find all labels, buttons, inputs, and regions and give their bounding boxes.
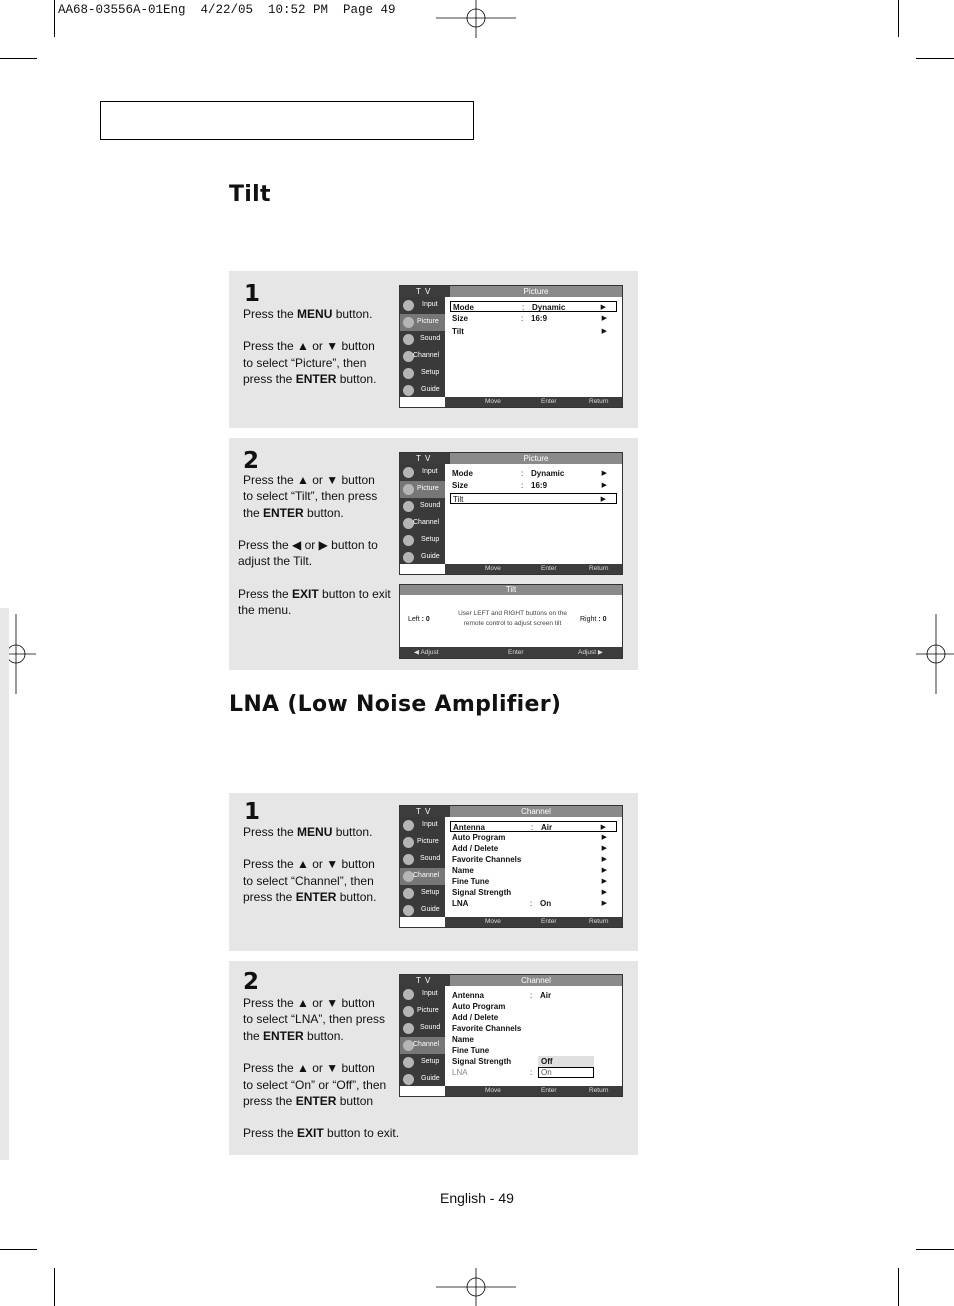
registration-mark-icon bbox=[436, 1268, 516, 1306]
picture-icon bbox=[403, 1006, 414, 1017]
osd-footer: Move Enter Return bbox=[445, 397, 622, 407]
page-number: English - 49 bbox=[440, 1190, 514, 1206]
tilt-dialog-title: Tilt bbox=[400, 585, 622, 595]
menu-row-signal[interactable]: Signal Strength bbox=[452, 1057, 512, 1066]
side-sound[interactable]: Sound bbox=[400, 1020, 445, 1037]
crop-mark bbox=[54, 1268, 55, 1306]
tilt-dialog-footer bbox=[400, 647, 622, 658]
tilt-step1-panel bbox=[229, 271, 638, 428]
osd-sidebar bbox=[400, 986, 445, 1086]
lna-step1-panel bbox=[229, 793, 638, 951]
menu-row-name[interactable]: Name bbox=[452, 1035, 474, 1044]
step-number: 2 bbox=[243, 969, 260, 995]
side-setup[interactable]: Setup bbox=[400, 532, 445, 549]
side-guide[interactable]: Guide bbox=[400, 549, 445, 566]
arrow-right-icon: ▶ bbox=[600, 304, 606, 311]
menu-row-size[interactable]: Size : 16:9 ▶ bbox=[452, 481, 607, 490]
adjust-left-button[interactable]: ◀ Adjust bbox=[414, 649, 439, 656]
osd-channel-menu: T V Channel Input Picture Sound Channel Setup Guide Antenna : Air Auto Program Add / Delete Favorite Channels Name Fine Tune Signal Strength LNA : Off On Move Enter Return bbox=[399, 974, 623, 1097]
crop-mark bbox=[0, 1249, 37, 1250]
tilt-right-label: Right : 0 bbox=[580, 616, 607, 623]
tilt-step2-panel bbox=[229, 438, 638, 670]
arrow-right-icon: ▶ bbox=[600, 496, 606, 503]
arrow-right-icon: ▶ bbox=[601, 878, 607, 885]
crop-mark bbox=[916, 1249, 954, 1250]
lna-option-on[interactable]: On bbox=[538, 1067, 594, 1078]
menu-row-lna[interactable]: LNA : bbox=[452, 1068, 533, 1077]
lna-step2-panel bbox=[229, 961, 638, 1155]
osd-title: Picture bbox=[450, 286, 622, 297]
arrow-right-icon: ▶ bbox=[601, 867, 607, 874]
side-picture[interactable]: Picture bbox=[400, 834, 445, 851]
step-instructions: Press the ◀ or ▶ button to adjust the Tilt. Press the EXIT button to exit the menu. bbox=[238, 538, 391, 618]
arrow-right-icon: ▶ bbox=[601, 834, 607, 841]
step-instructions: Press the MENU button. Press the ▲ or ▼ button to select “Picture”, then press the ENTER button. bbox=[243, 307, 377, 387]
arrow-right-icon: ▶ bbox=[601, 900, 607, 907]
osd-picture-menu: T V Picture Input Picture Sound Channel Setup Guide Mode : Dynamic ▶ Size : 16:9 ▶ Tilt ▶ Move Enter Return bbox=[399, 285, 623, 408]
menu-row-tilt[interactable]: Tilt ▶ bbox=[450, 493, 617, 504]
osd-title: Channel bbox=[450, 806, 622, 817]
menu-row-auto-program[interactable]: Auto Program bbox=[452, 1002, 506, 1011]
section-title-tilt: Tilt bbox=[229, 182, 271, 207]
side-setup[interactable]: Setup bbox=[400, 1054, 445, 1071]
menu-row-auto-program[interactable]: Auto Program ▶ bbox=[452, 833, 607, 842]
osd-sidebar bbox=[400, 817, 445, 917]
tilt-left-label: Left : 0 bbox=[408, 616, 430, 623]
setup-icon bbox=[403, 535, 414, 546]
menu-row-favorite[interactable]: Favorite Channels bbox=[452, 1024, 522, 1033]
menu-row-tilt[interactable]: Tilt ▶ bbox=[452, 327, 607, 336]
setup-icon bbox=[403, 368, 414, 379]
side-sound[interactable]: Sound bbox=[400, 498, 445, 515]
picture-icon bbox=[403, 317, 414, 328]
side-guide[interactable]: Guide bbox=[400, 1071, 445, 1088]
osd-title: Channel bbox=[450, 975, 622, 986]
arrow-right-icon: ▶ bbox=[601, 470, 607, 477]
side-channel[interactable]: Channel bbox=[400, 868, 445, 885]
step-instructions: Press the ▲ or ▼ button to select “Tilt”, then press the ENTER button. bbox=[243, 473, 378, 520]
step-number: 1 bbox=[244, 281, 261, 307]
sound-icon bbox=[403, 501, 414, 512]
menu-row-add-delete[interactable]: Add / Delete bbox=[452, 1013, 499, 1022]
arrow-right-icon: ▶ bbox=[601, 856, 607, 863]
side-picture[interactable]: Picture bbox=[400, 481, 445, 498]
guide-icon bbox=[403, 552, 414, 563]
menu-row-size[interactable]: Size : 16:9 ▶ bbox=[452, 314, 607, 323]
enter-button[interactable]: Enter bbox=[508, 649, 524, 656]
side-tab bbox=[0, 608, 9, 1160]
side-sound[interactable]: Sound bbox=[400, 331, 445, 348]
setup-icon bbox=[403, 1057, 414, 1068]
side-picture[interactable]: Picture bbox=[400, 314, 445, 331]
menu-row-lna[interactable]: LNA : On ▶ bbox=[452, 899, 607, 908]
side-guide[interactable]: Guide bbox=[400, 902, 445, 919]
side-sound[interactable]: Sound bbox=[400, 851, 445, 868]
arrow-right-icon: ▶ bbox=[600, 824, 606, 831]
print-header: AA68-03556A-01Eng 4/22/05 10:52 PM Page 49 bbox=[58, 3, 396, 17]
osd-footer: Move Enter Return bbox=[445, 917, 622, 927]
chapter-title-box bbox=[100, 101, 474, 140]
input-icon bbox=[403, 820, 414, 831]
guide-icon bbox=[403, 385, 414, 396]
side-picture[interactable]: Picture bbox=[400, 1003, 445, 1020]
arrow-right-icon: ▶ bbox=[601, 315, 607, 322]
adjust-right-button[interactable]: Adjust ▶ bbox=[578, 649, 603, 656]
crop-mark bbox=[916, 58, 954, 59]
menu-row-antenna[interactable]: Antenna : Air ▶ bbox=[450, 821, 617, 832]
sound-icon bbox=[403, 854, 414, 865]
menu-row-mode[interactable]: Mode : Dynamic ▶ bbox=[452, 469, 607, 478]
arrow-right-icon: ▶ bbox=[601, 889, 607, 896]
side-channel[interactable]: Channel bbox=[400, 515, 445, 532]
osd-footer: Move Enter Return bbox=[445, 1086, 622, 1096]
sound-icon bbox=[403, 1023, 414, 1034]
side-setup[interactable]: Setup bbox=[400, 885, 445, 902]
crop-mark bbox=[898, 1268, 899, 1306]
input-icon bbox=[403, 989, 414, 1000]
osd-channel-menu: T V Channel Input Picture Sound Channel Setup Guide Antenna : Air ▶ Auto Program ▶ Add / Delete ▶ Favorite Channels ▶ Name ▶ Fine Tune ▶ Signal Strength ▶ LNA : On ▶ Move Enter Return bbox=[399, 805, 623, 928]
tilt-instructions: User LEFT and RIGHT buttons on the remote control to adjust screen tilt bbox=[458, 610, 567, 627]
arrow-right-icon: ▶ bbox=[601, 845, 607, 852]
crop-mark bbox=[0, 58, 37, 59]
side-input[interactable]: Input bbox=[400, 986, 445, 1003]
menu-row-fine-tune[interactable]: Fine Tune bbox=[452, 1046, 490, 1055]
menu-row-add-delete[interactable]: Add / Delete ▶ bbox=[452, 844, 607, 853]
menu-row-name[interactable]: Name ▶ bbox=[452, 866, 607, 875]
registration-mark-icon bbox=[436, 0, 516, 38]
step-instructions: Press the MENU button. Press the ▲ or ▼ button to select “Channel”, then press the ENTER button. bbox=[243, 825, 377, 905]
lna-option-off[interactable]: Off bbox=[538, 1056, 594, 1067]
guide-icon bbox=[403, 905, 414, 916]
section-title-lna: LNA (Low Noise Amplifier) bbox=[229, 692, 562, 717]
step-instructions: Press the ▲ or ▼ button to select “LNA”, then press the ENTER button. Press the ▲ or ▼ button to select “On” or “Off”, then press the ENTER button Press the EXIT button to exit. bbox=[243, 996, 400, 1141]
menu-row-signal[interactable]: Signal Strength ▶ bbox=[452, 888, 607, 897]
osd-footer: Move Enter Return bbox=[445, 564, 622, 574]
side-channel[interactable]: Channel bbox=[400, 1037, 445, 1054]
crop-mark bbox=[898, 0, 899, 37]
guide-icon bbox=[403, 1074, 414, 1085]
picture-icon bbox=[403, 837, 414, 848]
step-number: 2 bbox=[243, 448, 260, 474]
side-guide[interactable]: Guide bbox=[400, 382, 445, 399]
osd-tilt-dialog bbox=[399, 584, 623, 659]
arrow-right-icon: ▶ bbox=[601, 328, 607, 335]
osd-picture-menu: T V Picture Input Picture Sound Channel Setup Guide Mode : Dynamic ▶ Size : 16:9 ▶ Tilt ▶ Move Enter Return bbox=[399, 452, 623, 575]
menu-row-favorite[interactable]: Favorite Channels ▶ bbox=[452, 855, 607, 864]
registration-mark-icon bbox=[916, 614, 954, 694]
input-icon bbox=[403, 300, 414, 311]
side-channel[interactable]: Channel bbox=[400, 348, 445, 365]
menu-row-antenna[interactable]: Antenna : Air bbox=[452, 991, 552, 1000]
menu-row-fine-tune[interactable]: Fine Tune ▶ bbox=[452, 877, 607, 886]
picture-icon bbox=[403, 484, 414, 495]
setup-icon bbox=[403, 888, 414, 899]
osd-title: Picture bbox=[450, 453, 622, 464]
sound-icon bbox=[403, 334, 414, 345]
osd-sidebar bbox=[400, 464, 445, 564]
side-input[interactable]: Input bbox=[400, 297, 445, 314]
input-icon bbox=[403, 467, 414, 478]
osd-sidebar bbox=[400, 297, 445, 397]
arrow-right-icon: ▶ bbox=[601, 482, 607, 489]
step-number: 1 bbox=[244, 799, 261, 825]
menu-row-mode[interactable]: Mode : Dynamic ▶ bbox=[450, 301, 617, 312]
side-setup[interactable]: Setup bbox=[400, 365, 445, 382]
side-input[interactable]: Input bbox=[400, 464, 445, 481]
crop-mark bbox=[54, 0, 55, 37]
side-input[interactable]: Input bbox=[400, 817, 445, 834]
